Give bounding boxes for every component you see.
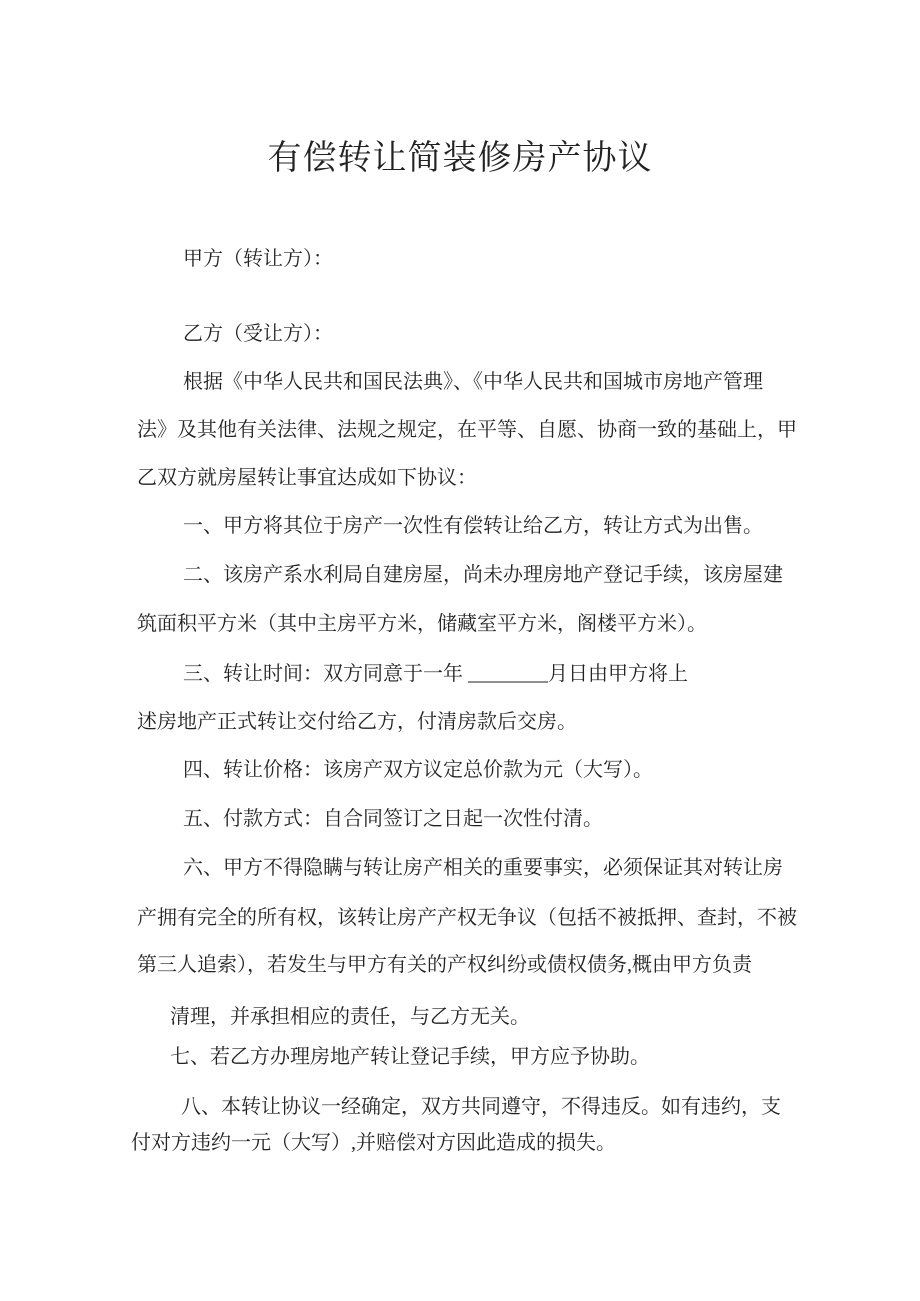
clause-7-line: 七、若乙方办理房地产转让登记手续，甲方应予协助。 bbox=[170, 1046, 650, 1068]
clause-2-line-2: 筑面积平方米（其中主房平方米，储藏室平方米，阁楼平方米）。 bbox=[137, 613, 707, 635]
party-b-line: 乙方（受让方）： bbox=[183, 323, 333, 345]
clause-6-line-3: 第三人追索），若发生与甲方有关的产权纠纷或债权债务,概由甲方负责 bbox=[137, 954, 752, 976]
party-a-line: 甲方（转让方）： bbox=[183, 248, 333, 270]
clause-3-line-1: 三、转让时间：双方同意于一年 ________月日由甲方将上 bbox=[183, 663, 688, 685]
preamble-line-2: 法》及其他有关法律、法规之规定，在平等、自愿、协商一致的基础上，甲 bbox=[137, 419, 797, 441]
clause-2-line-1: 二、该房产系水利局自建房屋，尚未办理房地产登记手续，该房屋建 bbox=[183, 564, 783, 586]
clause-6-line-4: 清理，并承担相应的责任，与乙方无关。 bbox=[170, 1006, 530, 1028]
clause-8-line-1: 八、本转让协议一经确定，双方共同遵守，不得违反。如有违约，支 bbox=[181, 1096, 781, 1118]
clause-1-line: 一、甲方将其位于房产一次性有偿转让给乙方，转让方式为出售。 bbox=[183, 515, 763, 537]
clause-5-line: 五、付款方式：自合同签订之日起一次性付清。 bbox=[183, 808, 603, 830]
preamble-line-3: 乙双方就房屋转让事宜达成如下协议： bbox=[137, 467, 477, 489]
document-title: 有偿转让简装修房产协议 bbox=[267, 140, 653, 177]
preamble-line-1: 根据《中华人民共和国民法典》、《中华人民共和国城市房地产管理 bbox=[183, 371, 763, 393]
clause-4-line: 四、转让价格：该房产双方议定总价款为元（大写）。 bbox=[183, 759, 653, 781]
clause-6-line-2: 产拥有完全的所有权，该转让房产产权无争议（包括不被抵押、查封，不被 bbox=[137, 907, 797, 929]
clause-8-line-2: 付对方违约一元（大写）,并赔偿对方因此造成的损失。 bbox=[131, 1132, 616, 1154]
clause-3-line-2: 述房地产正式转让交付给乙方，付清房款后交房。 bbox=[137, 711, 577, 733]
clause-6-line-1: 六、甲方不得隐瞒与转让房产相关的重要事实，必须保证其对转让房 bbox=[183, 857, 783, 879]
